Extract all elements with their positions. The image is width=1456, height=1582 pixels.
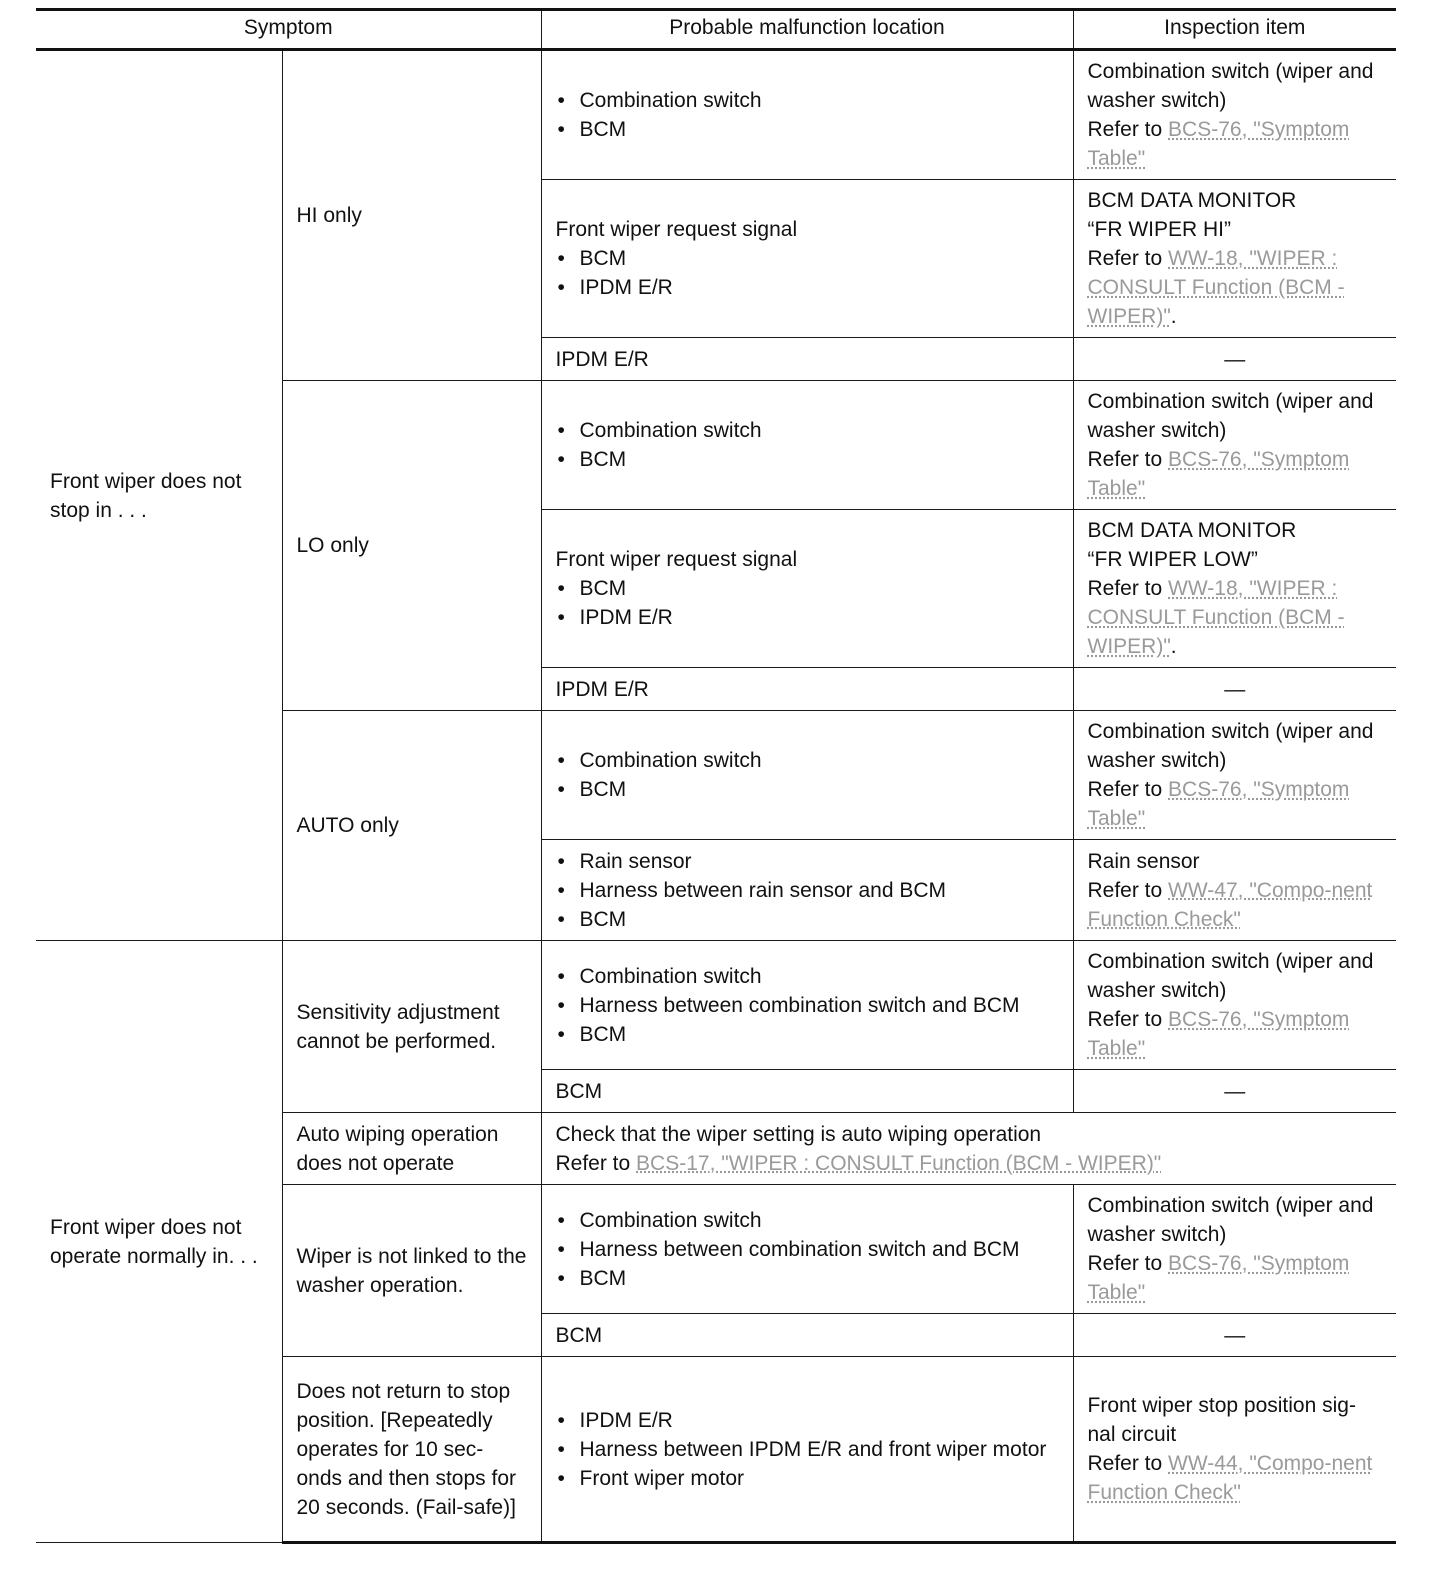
inspection-cell [1073,1185,1396,1314]
dash: — [1224,347,1246,371]
refer-label: Refer to [1087,778,1163,801]
list-item: • Combination switch [556,86,1059,115]
reference-link[interactable]: WW-18, "WIPER : CONSULT Function (BCM - WIPER)" [1087,577,1345,658]
table-row [36,50,1396,180]
location-text: IPDM E/R [555,677,649,701]
list-item: • Front wiper motor [556,1464,1059,1493]
location-cell [541,1185,1073,1314]
inspection-text: Combination switch (wiper and washer switch) [1087,390,1374,442]
list-item: • BCM [556,115,1059,144]
header-symptom: Symptom [36,10,541,50]
list-item: • Rain sensor [556,847,1059,876]
reference-link[interactable]: BCS-76, "Symptom Table" [1087,448,1350,500]
header-row [36,10,1396,50]
list-item: • Combination switch [556,1206,1059,1235]
list-item: • BCM [556,445,1059,474]
reference-link[interactable]: WW-18, "WIPER : CONSULT Function (BCM - WIPER)" [1087,247,1345,328]
location-cell [541,1314,1073,1357]
symptom-table [36,8,1396,1544]
sub-symptom-cell [282,1357,541,1543]
list-item: • Combination switch [556,746,1059,775]
location-cell [541,338,1073,381]
sub-symptom-cell [282,50,541,381]
inspection-cell [1073,180,1396,338]
refer-label: Refer to [1087,247,1163,270]
sub-symptom-cell [282,941,541,1113]
suffix-dot: . [1170,305,1177,328]
inspection-cell [1073,510,1396,668]
list-item: • Harness between rain sensor and BCM [556,876,1059,905]
location-cell [541,180,1073,338]
sub-symptom-label: Sensitivity adjustment cannot be performed. [296,1000,500,1053]
location-list [556,962,1059,1049]
reference-link[interactable]: BCS-76, "Symptom Table" [1087,1252,1350,1304]
location-text: Check that the wiper setting is auto wiping operation [555,1122,1042,1146]
location-cell [541,1113,1396,1185]
list-item: • Harness between IPDM E/R and front wiper motor [556,1435,1059,1464]
list-item: • BCM [556,775,1059,804]
location-cell [541,50,1073,180]
refer-label: Refer to [1087,1252,1163,1275]
location-cell [541,510,1073,668]
inspection-cell [1073,1314,1396,1357]
list-item: • IPDM E/R [556,603,1059,632]
inspection-cell [1073,941,1396,1070]
location-cell [541,381,1073,510]
list-item: • Harness between combination switch and BCM [556,1235,1059,1264]
header-location: Probable malfunction location [541,10,1073,50]
refer-label: Refer to [1087,577,1163,600]
inspection-cell [1073,50,1396,180]
inspection-text: Combination switch (wiper and washer switch) [1087,60,1374,112]
inspection-text: Front wiper stop position sig-nal circuit [1087,1394,1356,1446]
dash: — [1224,1323,1246,1347]
inspection-text: Combination switch (wiper and washer switch) [1087,1194,1374,1246]
refer-label: Refer to [1087,118,1163,141]
sub-symptom-label: Auto wiping operation does not operate [296,1122,499,1175]
symptom-group-label: Front wiper does not operate normally in. . . [50,1215,258,1268]
list-item: • Harness between combination switch and BCM [556,991,1059,1020]
inspection-cell [1073,381,1396,510]
list-item: • IPDM E/R [556,273,1059,302]
list-item: • BCM [556,1264,1059,1293]
inspection-text: Combination switch (wiper and washer switch) [1087,950,1374,1002]
list-item: • BCM [556,574,1059,603]
refer-label: Refer to [555,1151,631,1175]
sub-symptom-cell [282,711,541,941]
location-list [556,416,1059,474]
symptom-group-label: Front wiper does not stop in . . . [50,469,242,522]
reference-link[interactable]: BCS-76, "Symptom Table" [1087,1008,1350,1060]
inspection-text: “FR WIPER LOW” [1087,548,1258,571]
inspection-cell [1073,668,1396,711]
location-cell [541,840,1073,941]
refer-label: Refer to [1087,878,1163,902]
sub-symptom-label: AUTO only [296,814,399,837]
location-cell [541,1070,1073,1113]
sub-symptom-label: HI only [296,204,362,227]
location-cell [541,941,1073,1070]
list-item: • Combination switch [556,962,1059,991]
location-text: Front wiper request signal [555,548,798,571]
location-text: Front wiper request signal [555,218,798,241]
symptom-group-cell [36,50,282,941]
inspection-cell [1073,338,1396,381]
location-list [556,1206,1059,1293]
inspection-text: BCM DATA MONITOR [1087,519,1297,542]
dash: — [1224,1079,1246,1103]
location-list [556,746,1059,804]
inspection-cell [1073,840,1396,941]
dash: — [1224,677,1246,701]
location-list [556,574,1059,632]
reference-link[interactable]: BCS-76, "Symptom Table" [1087,778,1350,830]
location-list [556,86,1059,144]
location-text: IPDM E/R [555,347,649,371]
sub-symptom-label: Does not return to stop position. [Repeatedly operates for 10 sec-onds and then stops for 20 seconds. (Fail-safe)] [296,1379,516,1519]
sub-symptom-cell [282,1185,541,1357]
location-cell [541,668,1073,711]
inspection-text: Combination switch (wiper and washer switch) [1087,720,1374,772]
location-cell [541,1357,1073,1543]
sub-symptom-cell [282,381,541,711]
inspection-cell [1073,1357,1396,1543]
location-text: BCM [555,1079,603,1103]
refer-label: Refer to [1087,1008,1163,1031]
refer-label: Refer to [1087,1452,1163,1475]
reference-link[interactable]: BCS-17, "WIPER : CONSULT Function (BCM - WIPER)" [636,1151,1162,1175]
list-item: • Combination switch [556,416,1059,445]
reference-link[interactable]: WW-47, "Compo-nent Function Check" [1087,878,1373,931]
sub-symptom-label: LO only [296,534,369,557]
inspection-text: Rain sensor [1087,849,1200,873]
reference-link[interactable]: BCS-76, "Symptom Table" [1087,118,1350,170]
inspection-text: BCM DATA MONITOR [1087,189,1297,212]
reference-link[interactable]: WW-44, "Compo-nent Function Check" [1087,1452,1373,1504]
table-row [36,941,1396,1070]
sub-symptom-label: Wiper is not linked to the washer operation. [296,1244,527,1297]
location-list [556,847,1059,934]
location-list [556,1406,1059,1493]
location-list [556,244,1059,302]
list-item: • BCM [556,1020,1059,1049]
header-inspection: Inspection item [1073,10,1396,50]
symptom-table-container [36,8,1396,1544]
inspection-text: “FR WIPER HI” [1087,218,1231,241]
list-item: • BCM [556,905,1059,934]
location-cell [541,711,1073,840]
inspection-cell [1073,711,1396,840]
location-text: BCM [555,1323,603,1347]
suffix-dot: . [1170,635,1177,658]
inspection-cell [1073,1070,1396,1113]
list-item: • IPDM E/R [556,1406,1059,1435]
list-item: • BCM [556,244,1059,273]
refer-label: Refer to [1087,448,1163,471]
sub-symptom-cell [282,1113,541,1185]
symptom-group-cell [36,941,282,1543]
